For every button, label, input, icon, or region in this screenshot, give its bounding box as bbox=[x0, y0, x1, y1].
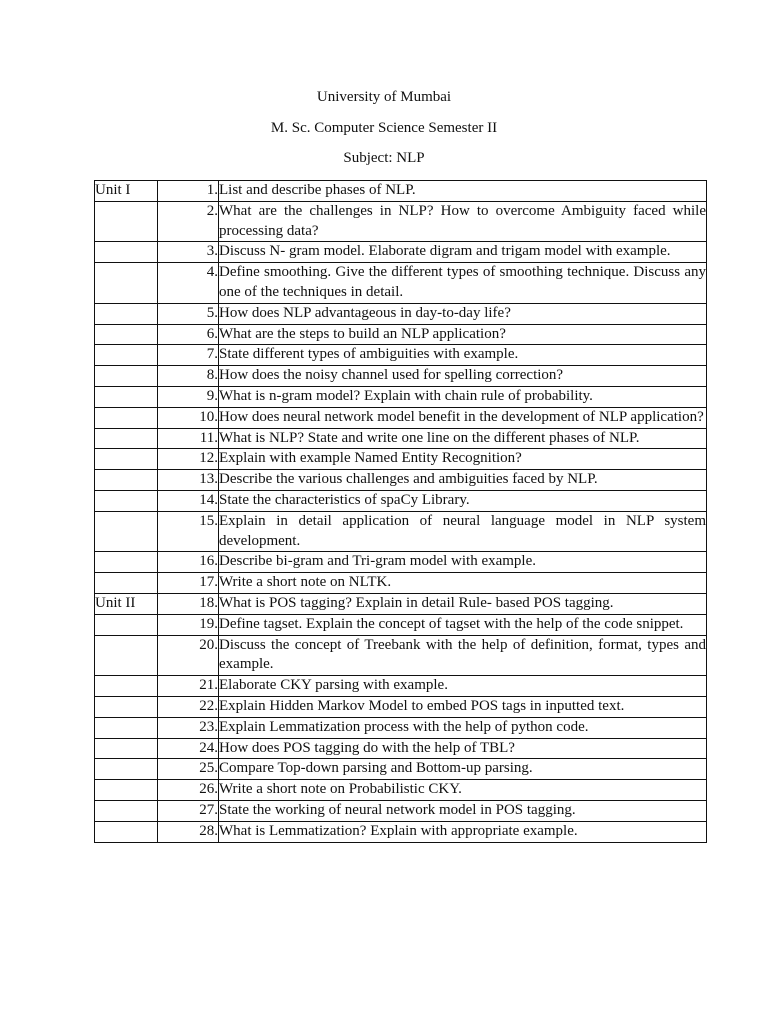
question-number: 6. bbox=[158, 324, 219, 345]
question-text: State the working of neural network model in POS tagging. bbox=[219, 800, 707, 821]
question-text: List and describe phases of NLP. bbox=[219, 181, 707, 202]
unit-cell bbox=[95, 780, 158, 801]
unit-cell bbox=[95, 696, 158, 717]
question-number: 4. bbox=[158, 263, 219, 304]
question-number: 1. bbox=[158, 181, 219, 202]
question-number: 18. bbox=[158, 593, 219, 614]
question-number: 21. bbox=[158, 676, 219, 697]
question-row bbox=[95, 780, 707, 801]
unit-cell bbox=[95, 738, 158, 759]
question-row bbox=[95, 407, 707, 428]
unit-cell bbox=[95, 303, 158, 324]
question-row bbox=[95, 573, 707, 594]
question-row bbox=[95, 324, 707, 345]
question-row bbox=[95, 181, 707, 202]
question-text: How does NLP advantageous in day-to-day life? bbox=[219, 303, 707, 324]
question-text: What are the steps to build an NLP application? bbox=[219, 324, 707, 345]
question-text: Elaborate CKY parsing with example. bbox=[219, 676, 707, 697]
unit-cell bbox=[95, 263, 158, 304]
question-number: 2. bbox=[158, 201, 219, 242]
course-title: M. Sc. Computer Science Semester II bbox=[270, 120, 498, 136]
question-number: 27. bbox=[158, 800, 219, 821]
question-number: 15. bbox=[158, 511, 219, 552]
question-number: 24. bbox=[158, 738, 219, 759]
question-row bbox=[95, 490, 707, 511]
unit-cell bbox=[95, 386, 158, 407]
question-row bbox=[95, 511, 707, 552]
unit-cell bbox=[95, 407, 158, 428]
unit-cell bbox=[95, 201, 158, 242]
question-text: Describe the various challenges and ambiguities faced by NLP. bbox=[219, 470, 707, 491]
question-number: 17. bbox=[158, 573, 219, 594]
unit-cell bbox=[95, 428, 158, 449]
question-number: 22. bbox=[158, 696, 219, 717]
question-row bbox=[95, 821, 707, 842]
unit-cell bbox=[95, 345, 158, 366]
question-row bbox=[95, 345, 707, 366]
unit-cell bbox=[95, 573, 158, 594]
question-number: 13. bbox=[158, 470, 219, 491]
unit-cell bbox=[95, 552, 158, 573]
question-row bbox=[95, 614, 707, 635]
unit-cell bbox=[95, 449, 158, 470]
question-row bbox=[95, 717, 707, 738]
question-number: 14. bbox=[158, 490, 219, 511]
question-text: How does the noisy channel used for spelling correction? bbox=[219, 366, 707, 387]
question-row bbox=[95, 386, 707, 407]
unit-cell bbox=[95, 821, 158, 842]
question-number: 11. bbox=[158, 428, 219, 449]
question-number: 10. bbox=[158, 407, 219, 428]
question-table bbox=[94, 180, 707, 843]
question-number: 16. bbox=[158, 552, 219, 573]
question-number: 26. bbox=[158, 780, 219, 801]
unit-cell bbox=[95, 800, 158, 821]
question-row bbox=[95, 470, 707, 491]
question-text: State the characteristics of spaCy Library. bbox=[219, 490, 707, 511]
unit-cell bbox=[95, 490, 158, 511]
question-text: Describe bi-gram and Tri-gram model with example. bbox=[219, 552, 707, 573]
question-number: 5. bbox=[158, 303, 219, 324]
question-row bbox=[95, 635, 707, 676]
question-row bbox=[95, 366, 707, 387]
question-text: Explain in detail application of neural language model in NLP system development. bbox=[219, 511, 707, 552]
question-text: Write a short note on NLTK. bbox=[219, 573, 707, 594]
question-number: 20. bbox=[158, 635, 219, 676]
question-row bbox=[95, 303, 707, 324]
unit-cell bbox=[95, 511, 158, 552]
unit-cell: Unit I bbox=[95, 181, 158, 202]
question-text: Explain Lemmatization process with the help of python code. bbox=[219, 717, 707, 738]
question-text: Define smoothing. Give the different types of smoothing technique. Discuss any one of the techniques in detail. bbox=[219, 263, 707, 304]
question-row bbox=[95, 428, 707, 449]
question-row bbox=[95, 449, 707, 470]
question-number: 25. bbox=[158, 759, 219, 780]
question-row bbox=[95, 593, 707, 614]
question-text: Write a short note on Probabilistic CKY. bbox=[219, 780, 707, 801]
question-number: 28. bbox=[158, 821, 219, 842]
question-text: Explain with example Named Entity Recognition? bbox=[219, 449, 707, 470]
question-text: What is Lemmatization? Explain with appropriate example. bbox=[219, 821, 707, 842]
question-number: 3. bbox=[158, 242, 219, 263]
unit-cell bbox=[95, 614, 158, 635]
question-row bbox=[95, 759, 707, 780]
question-text: What is POS tagging? Explain in detail Rule- based POS tagging. bbox=[219, 593, 707, 614]
question-text: What are the challenges in NLP? How to overcome Ambiguity faced while processing data? bbox=[219, 201, 707, 242]
question-table-body bbox=[95, 181, 707, 843]
unit-cell bbox=[95, 676, 158, 697]
question-text: Define tagset. Explain the concept of tagset with the help of the code snippet. bbox=[219, 614, 707, 635]
question-row bbox=[95, 263, 707, 304]
question-row bbox=[95, 800, 707, 821]
question-number: 7. bbox=[158, 345, 219, 366]
unit-cell bbox=[95, 759, 158, 780]
question-row bbox=[95, 201, 707, 242]
question-text: How does neural network model benefit in the development of NLP application? bbox=[219, 407, 707, 428]
question-text: State different types of ambiguities with example. bbox=[219, 345, 707, 366]
question-number: 23. bbox=[158, 717, 219, 738]
unit-cell bbox=[95, 366, 158, 387]
question-text: How does POS tagging do with the help of TBL? bbox=[219, 738, 707, 759]
question-number: 8. bbox=[158, 366, 219, 387]
unit-cell: Unit II bbox=[95, 593, 158, 614]
question-number: 12. bbox=[158, 449, 219, 470]
question-row bbox=[95, 696, 707, 717]
unit-cell bbox=[95, 717, 158, 738]
question-number: 9. bbox=[158, 386, 219, 407]
question-row bbox=[95, 242, 707, 263]
unit-cell bbox=[95, 635, 158, 676]
question-row bbox=[95, 738, 707, 759]
question-text: Discuss the concept of Treebank with the help of definition, format, types and example. bbox=[219, 635, 707, 676]
unit-cell bbox=[95, 470, 158, 491]
question-text: What is NLP? State and write one line on the different phases of NLP. bbox=[219, 428, 707, 449]
question-row bbox=[95, 676, 707, 697]
question-text: Compare Top-down parsing and Bottom-up parsing. bbox=[219, 759, 707, 780]
question-row bbox=[95, 552, 707, 573]
question-number: 19. bbox=[158, 614, 219, 635]
university-title: University of Mumbai bbox=[316, 89, 452, 105]
question-text: What is n-gram model? Explain with chain rule of probability. bbox=[219, 386, 707, 407]
question-text: Explain Hidden Markov Model to embed POS tags in inputted text. bbox=[219, 696, 707, 717]
unit-cell bbox=[95, 242, 158, 263]
subject-title: Subject: NLP bbox=[343, 150, 425, 166]
unit-cell bbox=[95, 324, 158, 345]
question-text: Discuss N- gram model. Elaborate digram and trigam model with example. bbox=[219, 242, 707, 263]
